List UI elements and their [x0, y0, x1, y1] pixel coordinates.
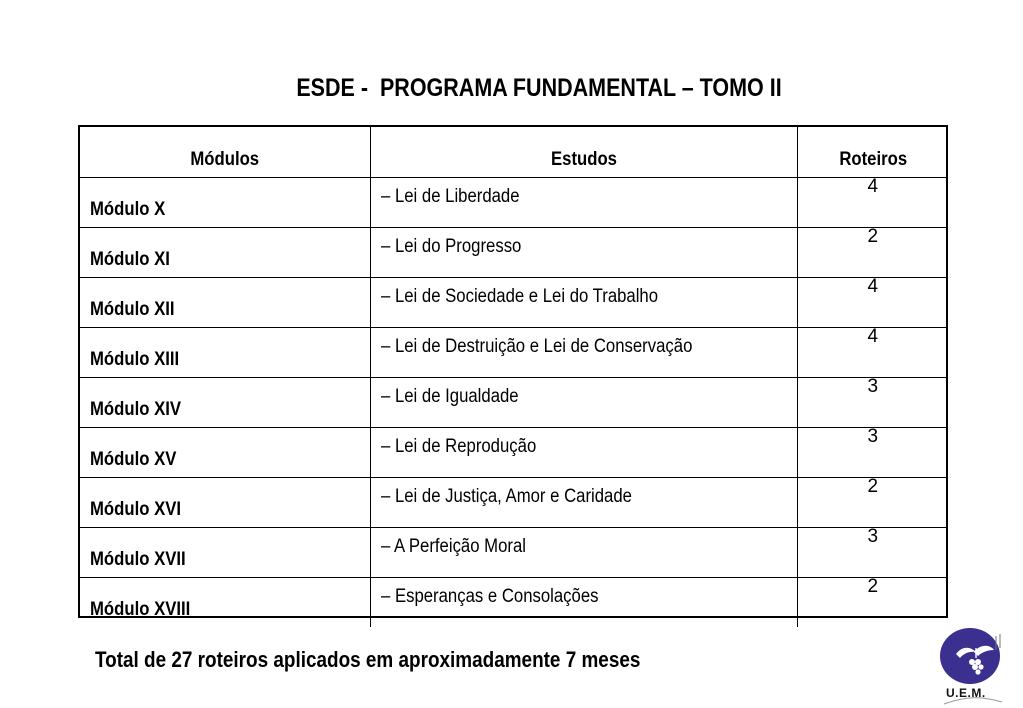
study-title: – Lei de Igualdade [380, 386, 519, 407]
module-cell [80, 478, 370, 528]
table-row [80, 328, 948, 378]
header-modulos: Módulos [80, 127, 370, 178]
module-name: Módulo XVIII [90, 599, 191, 620]
header-roteiros: Roteiros [797, 127, 948, 178]
study-cell [370, 328, 797, 378]
study-title: – Lei de Destruição e Lei de Conservação [380, 336, 692, 357]
total-summary: Total de 27 roteiros aplicados em aproximadamente 7 meses [95, 647, 641, 672]
roteiros-count: 4 [867, 277, 879, 297]
table-row [80, 278, 948, 328]
study-cell [370, 278, 797, 328]
module-cell [80, 428, 370, 478]
table-row [80, 178, 948, 228]
module-name: Módulo XI [90, 249, 170, 270]
roteiros-cell [797, 278, 948, 328]
roteiros-cell [797, 178, 948, 228]
module-name: Módulo XVII [90, 549, 186, 570]
roteiros-count: 3 [867, 427, 879, 447]
roteiros-count: 4 [867, 327, 879, 347]
study-title: – A Perfeição Moral [380, 536, 526, 557]
roteiros-cell [797, 378, 948, 428]
roteiros-cell [797, 228, 948, 278]
table-row [80, 378, 948, 428]
table-row [80, 228, 948, 278]
study-cell [370, 228, 797, 278]
study-cell [370, 528, 797, 578]
roteiros-cell [797, 578, 948, 628]
module-cell [80, 578, 370, 628]
roteiros-count: 2 [867, 227, 879, 247]
roteiros-cell [797, 528, 948, 578]
study-title: – Lei de Reprodução [380, 436, 536, 457]
table-row [80, 478, 948, 528]
roteiros-count: 2 [867, 577, 879, 597]
module-cell [80, 328, 370, 378]
module-cell [80, 528, 370, 578]
module-name: Módulo X [90, 199, 166, 220]
module-cell [80, 178, 370, 228]
table-row [80, 578, 948, 628]
roteiros-count: 3 [867, 377, 879, 397]
module-name: Módulo XIII [90, 349, 180, 370]
module-cell [80, 228, 370, 278]
module-name: Módulo XII [90, 299, 175, 320]
roteiros-count: 4 [867, 177, 879, 197]
study-cell [370, 578, 797, 628]
roteiros-cell [797, 328, 948, 378]
module-name: Módulo XV [90, 449, 177, 470]
study-title: – Lei de Sociedade e Lei do Trabalho [380, 286, 658, 307]
study-title: – Esperanças e Consolações [380, 586, 598, 607]
study-cell [370, 178, 797, 228]
study-title: – Lei de Liberdade [380, 186, 520, 207]
page-title: ESDE - PROGRAMA FUNDAMENTAL – TOMO II [296, 74, 782, 102]
header-estudos: Estudos [370, 127, 797, 178]
module-name: Módulo XIV [90, 399, 182, 420]
study-cell [370, 378, 797, 428]
study-cell [370, 478, 797, 528]
uem-logo-label: U.E.M. [946, 686, 986, 700]
module-cell [80, 378, 370, 428]
module-name: Módulo XVI [90, 499, 182, 520]
table-header-row [80, 127, 948, 178]
roteiros-count: 2 [867, 477, 879, 497]
roteiros-cell [797, 478, 948, 528]
module-cell [80, 278, 370, 328]
table-row [80, 428, 948, 478]
study-cell [370, 428, 797, 478]
study-title: – Lei de Justiça, Amor e Caridade [380, 486, 632, 507]
roteiros-count: 3 [867, 527, 879, 547]
roteiros-cell [797, 428, 948, 478]
modules-table [78, 125, 948, 618]
study-title: – Lei do Progresso [380, 236, 521, 257]
table-row [80, 528, 948, 578]
